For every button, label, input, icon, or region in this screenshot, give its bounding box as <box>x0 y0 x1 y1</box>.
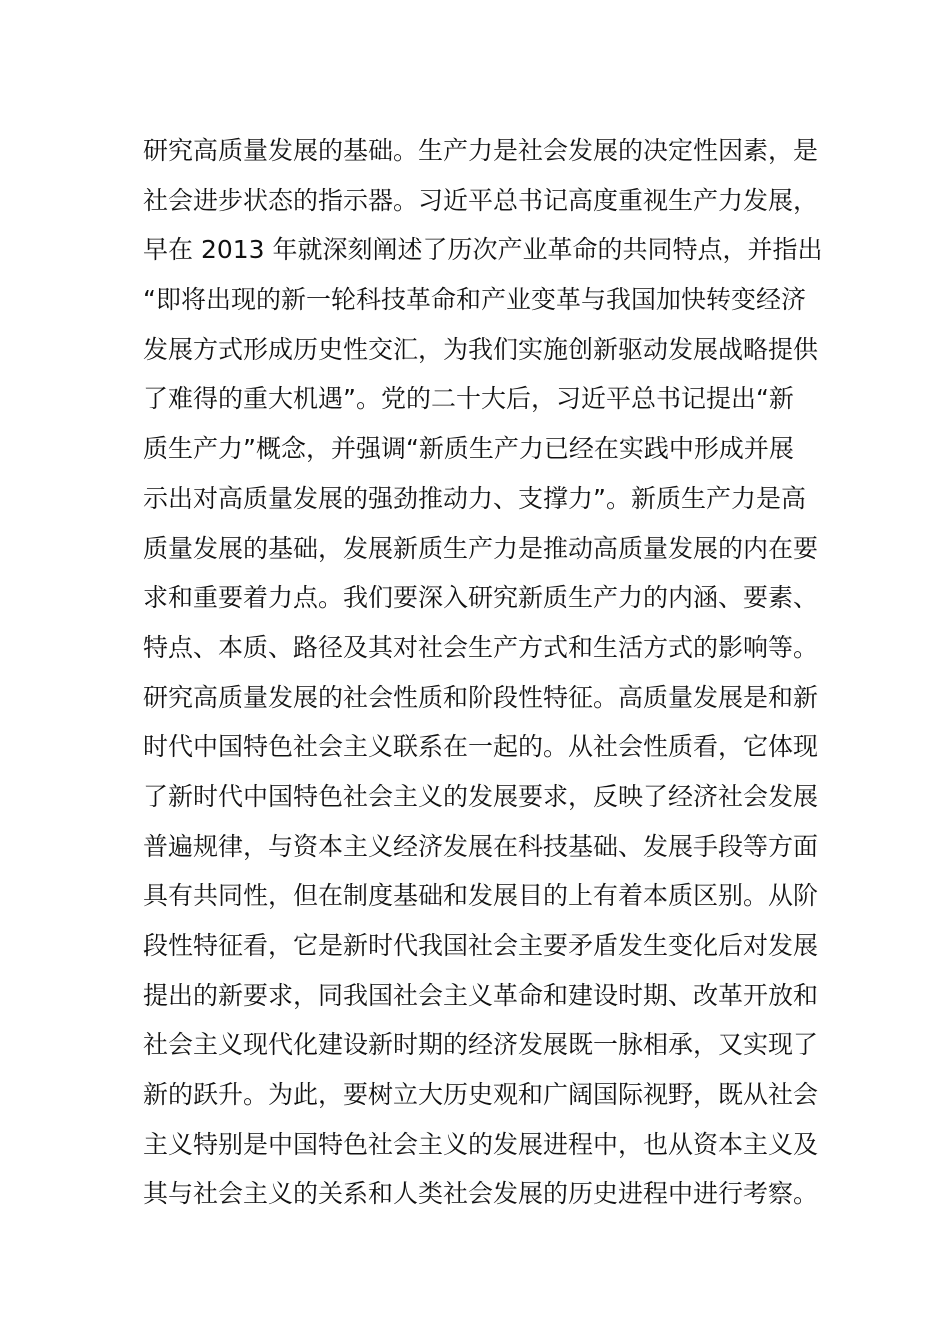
text-line: 社会进步状态的指示器。习近平总书记高度重视生产力发展， <box>143 185 819 215</box>
text-line: 示出对高质量发展的强劲推动力、支撑力”。新质生产力是高 <box>143 483 806 513</box>
text-line: 具有共同性，但在制度基础和发展目的上有着本质区别。从阶 <box>143 881 819 911</box>
text-line: 主义特别是中国特色社会主义的发展进程中，也从资本主义及 <box>143 1129 819 1159</box>
text-line: 早在 2013 年就深刻阐述了历次产业革命的共同特点，并指出 <box>143 235 823 265</box>
text-line: 社会主义现代化建设新时期的经济发展既一脉相承，又实现了 <box>143 1030 819 1060</box>
text-line: 求和重要着力点。我们要深入研究新质生产力的内涵、要素、 <box>143 583 819 613</box>
text-line: 了新时代中国特色社会主义的发展要求，反映了经济社会发展 <box>143 781 819 811</box>
text-line: 研究高质量发展的基础。生产力是社会发展的决定性因素，是 <box>143 136 819 165</box>
text-line: 质量发展的基础，发展新质生产力是推动高质量发展的内在要 <box>143 533 819 563</box>
text-line: 研究高质量发展的社会性质和阶段性特征。高质量发展是和新 <box>143 682 819 712</box>
text-line: 其与社会主义的关系和人类社会发展的历史进程中进行考察。 <box>143 1179 819 1209</box>
text-line: 普遍规律，与资本主义经济发展在科技基础、发展手段等方面 <box>143 831 819 861</box>
text-line: 质生产力”概念，并强调“新质生产力已经在实践中形成并展 <box>143 434 794 464</box>
body-text <box>143 126 823 1219</box>
text-line: 了难得的重大机遇”。党的二十大后，习近平总书记提出“新 <box>143 384 794 414</box>
text-line: 特点、本质、路径及其对社会生产方式和生活方式的影响等。 <box>143 632 819 662</box>
text-line: 发展方式形成历史性交汇，为我们实施创新驱动发展战略提供 <box>143 334 819 364</box>
text-line: 提出的新要求，同我国社会主义革命和建设时期、改革开放和 <box>143 980 819 1010</box>
text-line: 新的跃升。为此，要树立大历史观和广阔国际视野，既从社会 <box>143 1080 819 1110</box>
text-line: “即将出现的新一轮科技革命和产业变革与我国加快转变经济 <box>143 285 806 315</box>
text-line: 时代中国特色社会主义联系在一起的。从社会性质看，它体现 <box>143 732 819 762</box>
text-line: 段性特征看，它是新时代我国社会主要矛盾发生变化后对发展 <box>143 931 819 960</box>
